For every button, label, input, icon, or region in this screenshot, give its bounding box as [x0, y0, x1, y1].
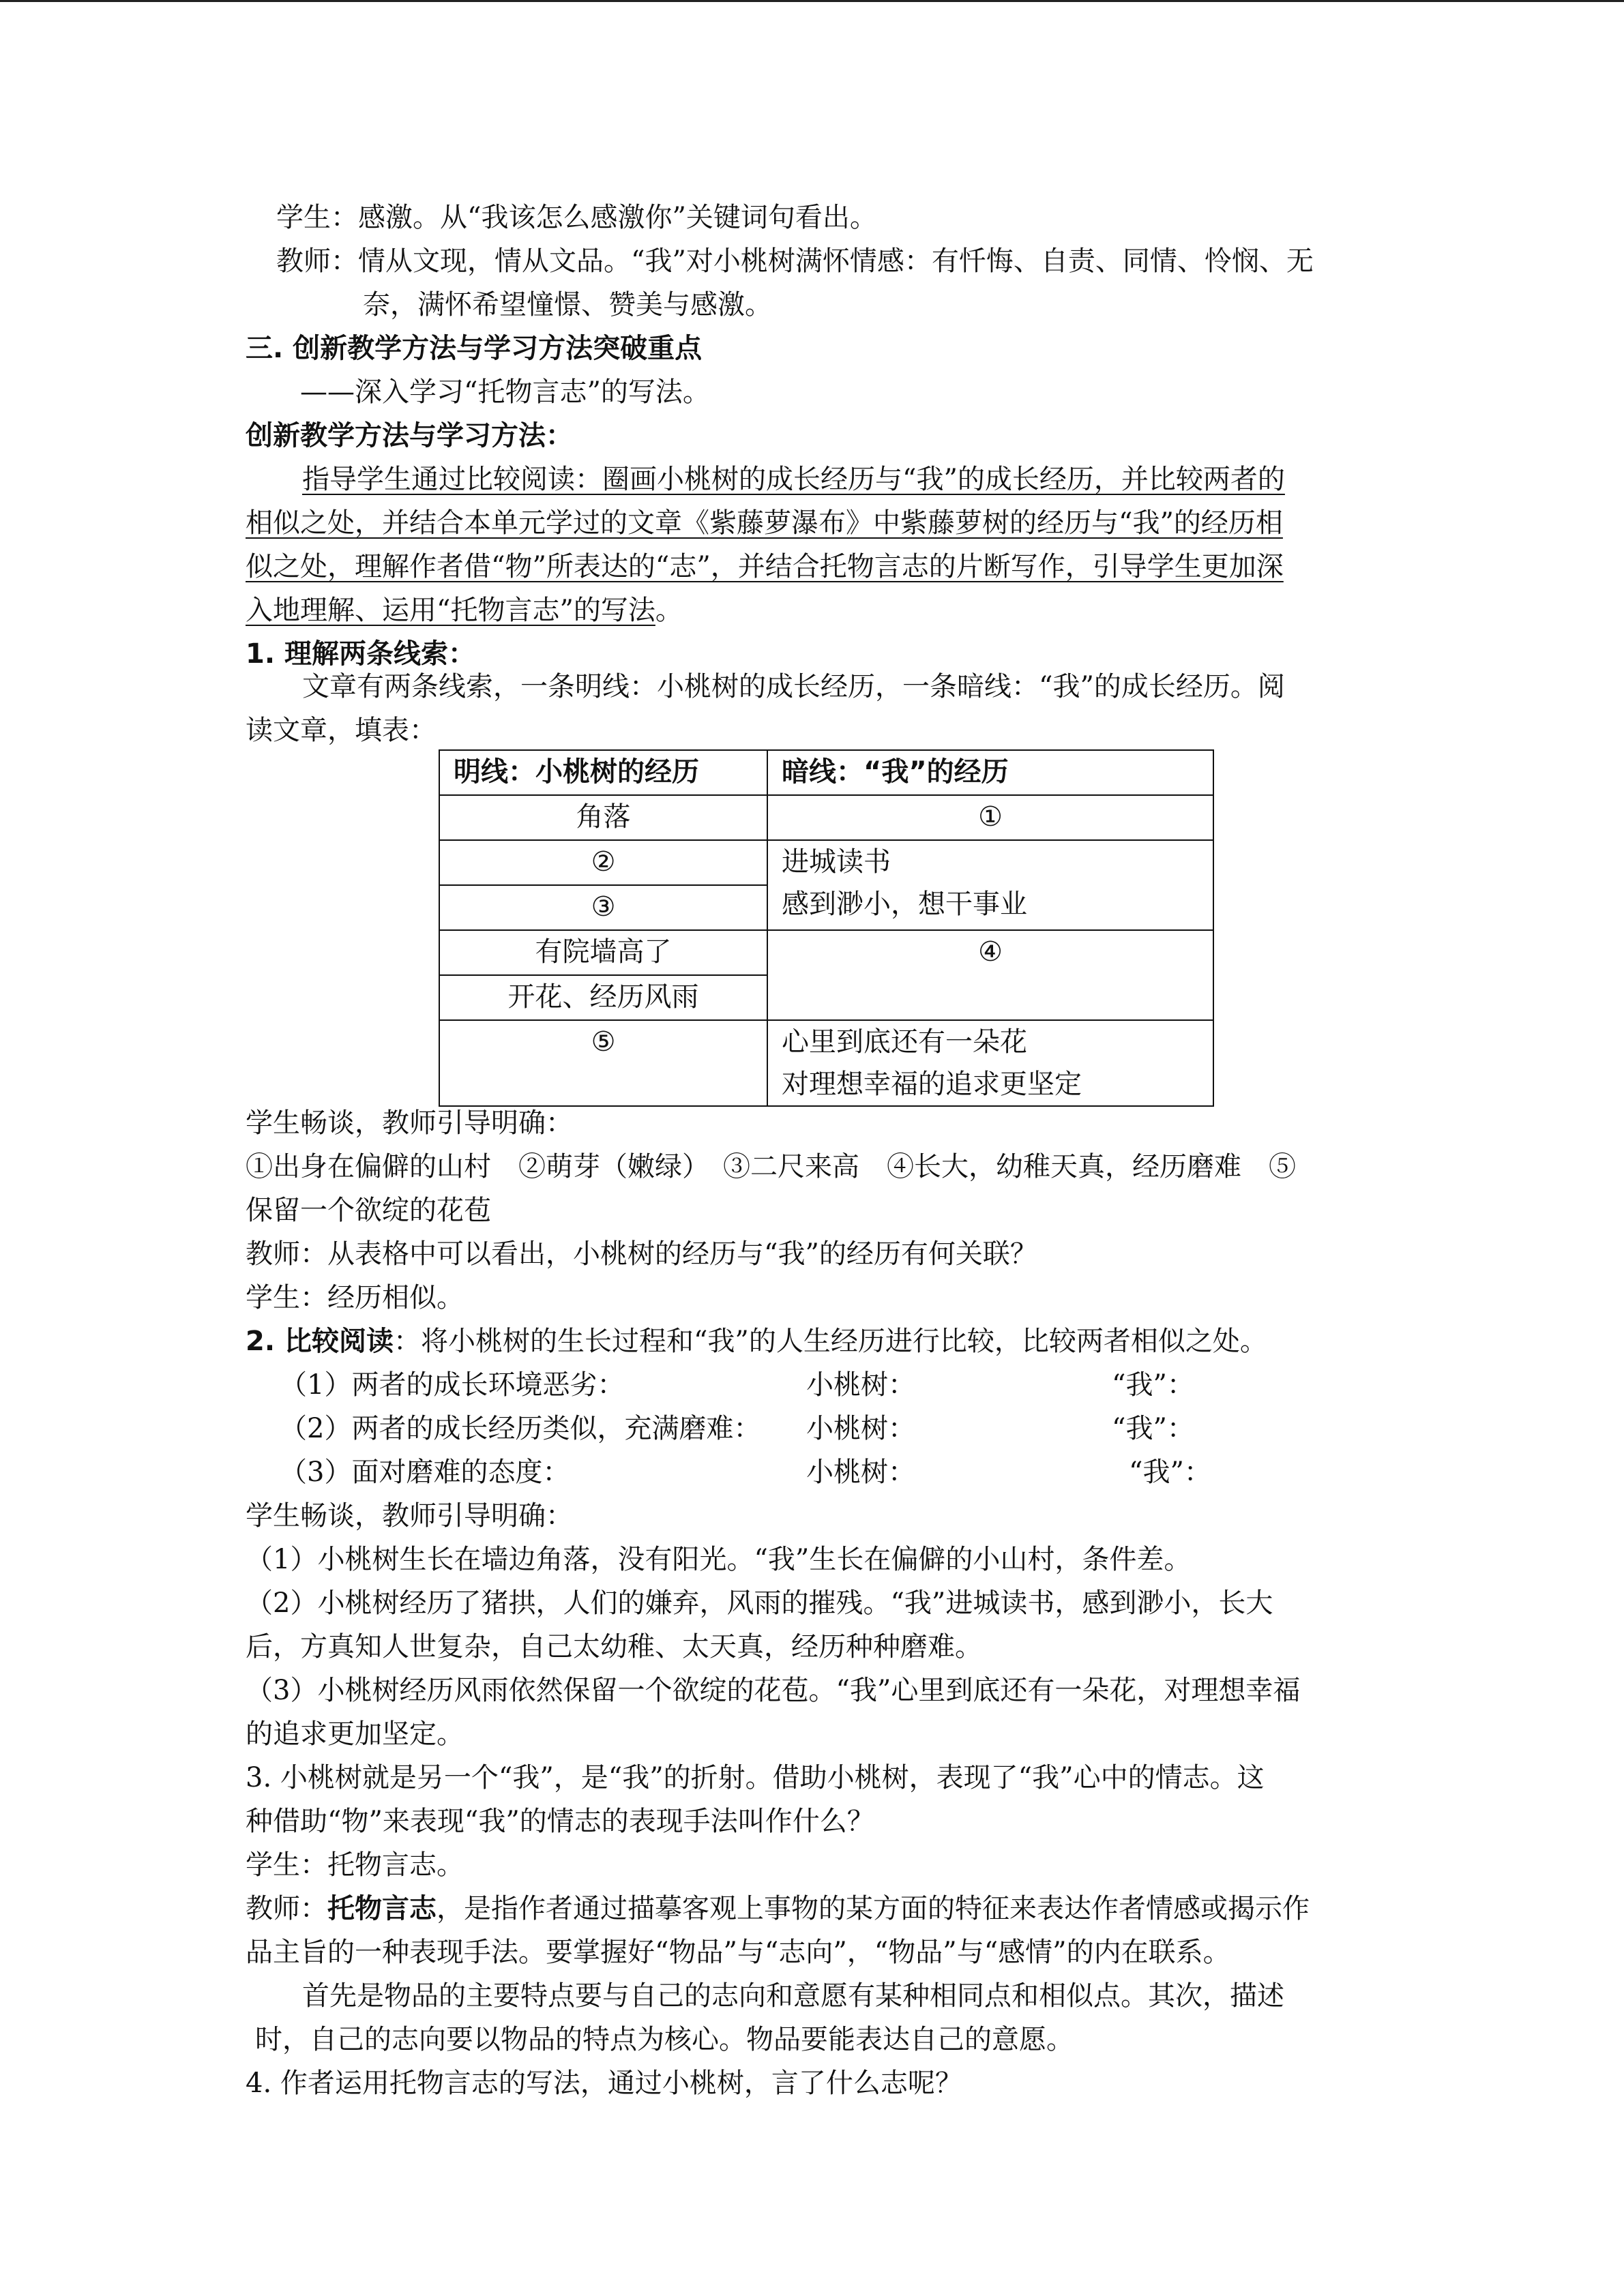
compare-tree-3: 小桃树： — [806, 1457, 915, 1488]
table-row — [439, 930, 1213, 975]
teacher-prefix: 教师： — [246, 1893, 327, 1924]
table-header-bright-line: 明线：小桃树的经历 — [439, 750, 767, 795]
part3-teacher-line-1 — [246, 1887, 1310, 1930]
table-cell-line: 心里到底还有一朵花 — [782, 1026, 1028, 1058]
part3-question-line-2: 种借助“物”来表现“我”的情志的表现手法叫作什么？ — [246, 1806, 874, 1837]
part2-answer-2-cont: 后，方真知人世复杂，自己太幼稚、太天真，经历种种磨难。 — [246, 1631, 982, 1663]
table-cell: 角落 — [439, 795, 767, 840]
table-cell: ① — [767, 795, 1213, 840]
part3-student-answer: 学生：托物言志。 — [246, 1849, 464, 1881]
method-line-4 — [246, 588, 683, 632]
method-line-4-text: 入地理解、运用“托物言志”的写法 — [246, 595, 655, 626]
compare-tree-1: 小桃树： — [806, 1369, 915, 1401]
part2-answer-3: （3）小桃树经历风雨依然保留一个欲绽的花苞。“我”心里到底还有一朵花，对理想幸福 — [246, 1675, 1301, 1706]
table-cell: 有院墙高了 — [439, 930, 767, 975]
table-cell: ② — [439, 840, 767, 885]
part4-question: 4. 作者运用托物言志的写法，通过小桃树，言了什么志呢？ — [246, 2068, 962, 2099]
table-cell: ⑤ — [439, 1020, 767, 1106]
method-line-1 — [302, 458, 1285, 501]
section3-heading: 三. 创新教学方法与学习方法突破重点 — [246, 333, 703, 364]
table-row — [439, 1020, 1213, 1106]
clue-table — [439, 749, 1214, 1107]
intro-student-line: 学生：感激。从“我该怎么感激你”关键词句看出。 — [276, 202, 877, 233]
compare-tree-2: 小桃树： — [806, 1413, 915, 1444]
teacher-line-rest: ，是指作者通过描摹客观上事物的某方面的特征来表达作者情感或揭示作 — [437, 1893, 1310, 1924]
answers-intro: 学生畅谈，教师引导明确： — [246, 1107, 573, 1139]
table-cell: 开花、经历风雨 — [439, 975, 767, 1020]
table-cell: ③ — [439, 885, 767, 930]
part2-heading — [246, 1320, 1267, 1363]
table-header-hidden-line: 暗线：“我”的经历 — [767, 750, 1213, 795]
table-cell-merged: ④ — [767, 930, 1213, 1020]
part2-heading-bold: 2. 比较阅读 — [246, 1326, 394, 1357]
part2-heading-rest: ：将小桃树的生长过程和“我”的人生经历进行比较，比较两者相似之处。 — [393, 1326, 1267, 1357]
part3-teacher-line-2: 品主旨的一种表现手法。要掌握好“物品”与“志向”，“物品”与“感情”的内在联系。 — [246, 1937, 1230, 1968]
compare-item-1: （1）两者的成长环境恶劣： — [280, 1369, 625, 1401]
method-line-4-end: 。 — [655, 595, 683, 626]
compare-item-3: （3）面对磨难的态度： — [280, 1457, 570, 1488]
compare-me-1: “我”： — [1112, 1369, 1194, 1401]
teacher-question: 教师：从表格中可以看出，小桃树的经历与“我”的经历有何关联？ — [246, 1238, 1037, 1270]
table-row — [439, 840, 1213, 885]
table-row — [439, 795, 1213, 840]
table-cell-line: 对理想幸福的追求更坚定 — [782, 1069, 1082, 1100]
compare-me-2: “我”： — [1112, 1413, 1194, 1444]
compare-item-2: （2）两者的成长经历类似，充满磨难： — [280, 1413, 761, 1444]
part2-answer-1: （1）小桃树生长在墙边角落，没有阳光。“我”生长在偏僻的小山村，条件差。 — [246, 1544, 1192, 1575]
term-bold: 托物言志 — [327, 1893, 437, 1924]
table-cell-merged — [767, 840, 1213, 930]
student-answer: 学生：经历相似。 — [246, 1282, 464, 1313]
part3-teacher-line-4: 时，自己的志向要以物品的特点为核心。物品要能表达自己的意愿。 — [255, 2024, 1074, 2055]
method-line-3: 似之处，理解作者借“物”所表达的“志”，并结合托物言志的片断写作，引导学生更加深 — [246, 551, 1284, 582]
table-cell-line: 进城读书 — [782, 846, 891, 878]
method-line-2: 相似之处，并结合本单元学过的文章《紫藤萝瀑布》中紫藤萝树的经历与“我”的经历相 — [246, 507, 1283, 539]
method-lead: 指导学生通过比较阅读 — [302, 464, 575, 495]
intro-teacher-line: 教师：情从文现，情从文品。“我”对小桃树满怀情感：有忏悔、自责、同情、怜悯、无 — [276, 245, 1314, 277]
part3-question-line-1: 3. 小桃树就是另一个“我”，是“我”的折射。借助小桃树，表现了“我”心中的情志。这 — [246, 1762, 1265, 1793]
method-heading: 创新教学方法与学习方法： — [246, 420, 573, 451]
table-cell — [767, 1020, 1213, 1106]
compare-me-3: “我”： — [1129, 1457, 1211, 1488]
part2-answer-3-cont: 的追求更加坚定。 — [246, 1718, 464, 1750]
answers-line-1: ①出身在偏僻的山村 ②萌芽（嫩绿） ③二尺来高 ④长大，幼稚天真，经历磨难 ⑤ — [246, 1151, 1296, 1182]
answers-line-2: 保留一个欲绽的花苞 — [246, 1195, 491, 1226]
section3-subtitle: ——深入学习“托物言志”的写法。 — [300, 376, 710, 408]
part1-heading: 1. 理解两条线索： — [246, 638, 475, 670]
part1-para-2: 读文章，填表： — [246, 715, 437, 746]
method-line-1-rest: ：圈画小桃树的成长经历与“我”的成长经历，并比较两者的 — [575, 464, 1285, 495]
part2-answer-2: （2）小桃树经历了猪拱，人们的嫌弃，风雨的摧残。“我”进城读书，感到渺小，长大 — [246, 1587, 1273, 1619]
part1-para-1: 文章有两条线索，一条明线：小桃树的成长经历，一条暗线：“我”的成长经历。阅 — [302, 671, 1285, 702]
intro-teacher-line-cont: 奈，满怀希望憧憬、赞美与感激。 — [363, 289, 772, 320]
page-top-border — [0, 0, 1624, 2]
table-header-row — [439, 750, 1213, 795]
table-cell-line: 感到渺小，想干事业 — [782, 889, 1028, 920]
part3-teacher-line-3: 首先是物品的主要特点要与自己的志向和意愿有某种相同点和相似点。其次，描述 — [302, 1980, 1284, 2012]
part2-answers-intro: 学生畅谈，教师引导明确： — [246, 1500, 573, 1532]
